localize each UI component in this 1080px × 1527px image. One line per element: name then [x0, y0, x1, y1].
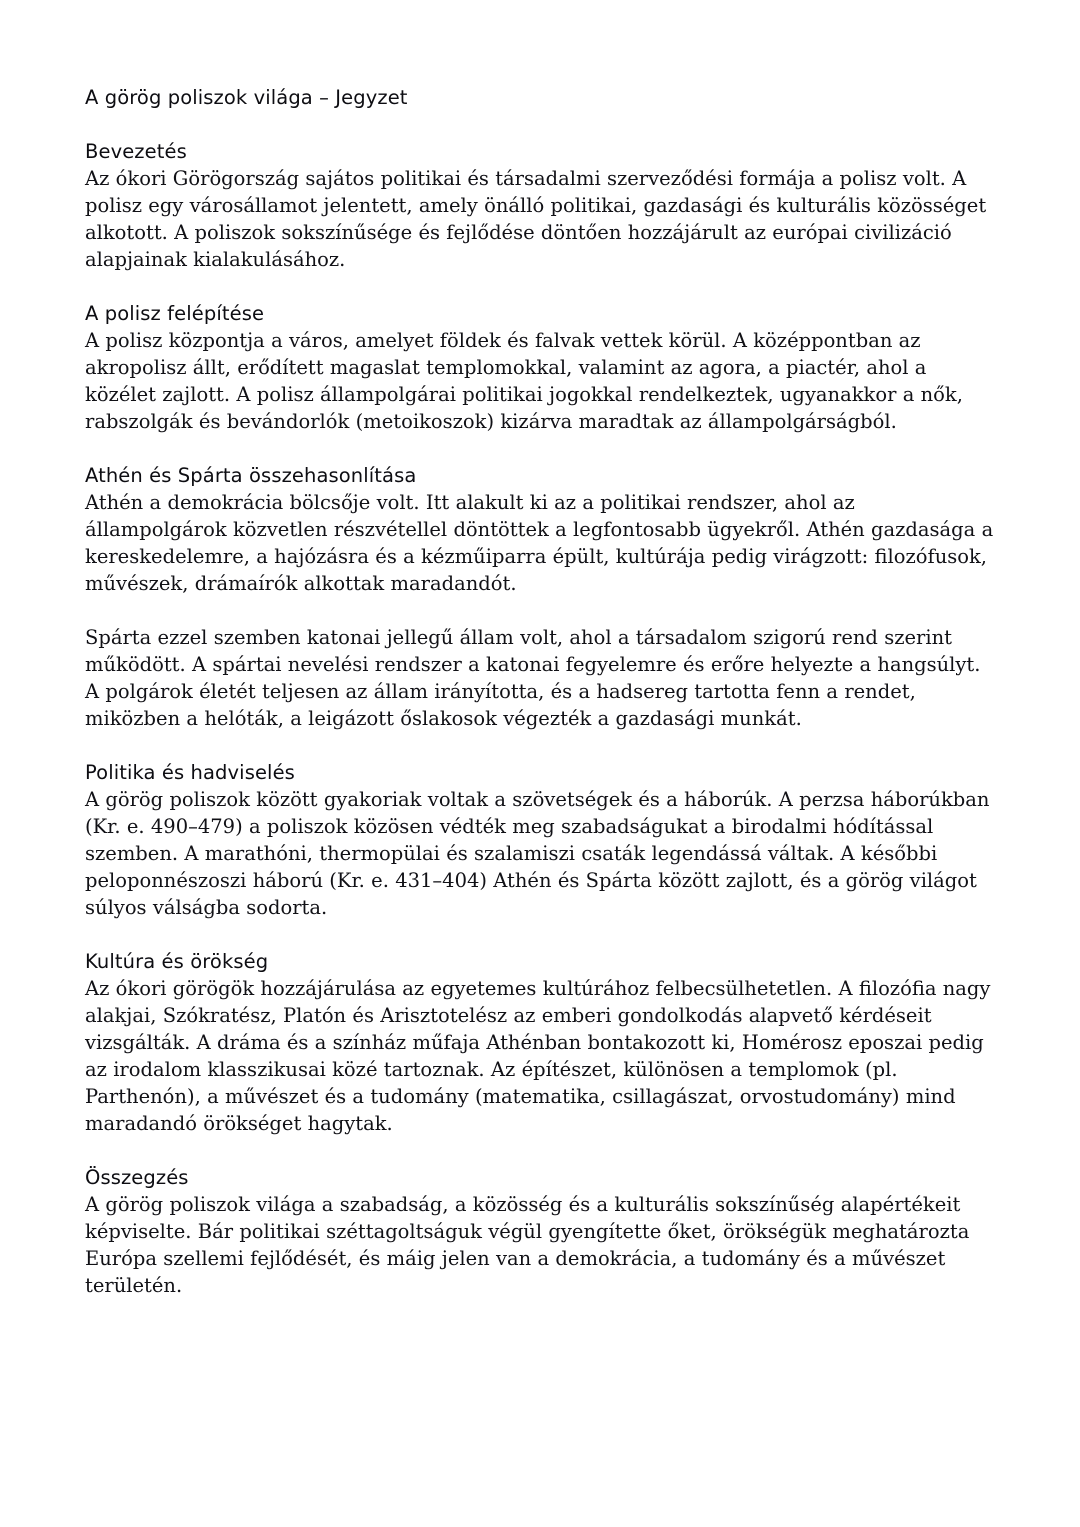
section-heading: Kultúra és örökség	[85, 950, 269, 973]
section-paragraph: Spárta ezzel szemben katonai jellegű állam volt, ahol a társadalom szigorú rend szerint működött. A spártai nevelési rendszer a katonai fegyelemre és erőre helyezte a hangsúlyt. A polgárok életét teljesen az állam irányította, és a hadsereg tartotta fenn a rendet, miközben a helóták, a leigázott őslakosok végezték a gazdasági munkát.	[85, 626, 981, 730]
section-paragraph: A polisz központja a város, amelyet földek és falvak vettek körül. A középpontban az akropolisz állt, erődített magaslat templomokkal, valamint az agora, a piactér, ahol a közélet zajlott. A polisz állampolgárai politikai jogokkal rendelkeztek, ugyanakkor a nők, rabszolgák és bevándorlók (metoikoszok) kizárva maradtak az állampolgárságból.	[85, 329, 963, 433]
section-heading: Összegzés	[85, 1166, 189, 1189]
document-body	[85, 84, 997, 1299]
section-heading: A polisz felépítése	[85, 302, 265, 325]
section-bevezetes	[85, 138, 997, 273]
section-paragraph: Az ókori Görögország sajátos politikai és társadalmi szerveződési formája a polisz volt. A polisz egy városállamot jelentett, amely önálló politikai, gazdasági és kulturális közösséget alkotott. A poliszok sokszínűsége és fejlődése döntően hozzájárult az európai civilizáció alapjainak kialakulásához.	[85, 167, 987, 271]
section-paragraph: Az ókori görögök hozzájárulása az egyetemes kultúrához felbecsülhetetlen. A filozófia nagy alakjai, Szókratész, Platón és Arisztotelész az emberi gondolkodás alapvető kérdéseit vizsgálták. A dráma és a színház műfaja Athénban bontakozott ki, Homérosz eposzai pedig az irodalom klasszikusai közé tartoznak. Az építészet, különösen a templomok (pl. Parthenón), a művészet és a tudomány (matematika, csillagászat, orvostudomány) mind maradandó örökséget hagytak.	[85, 977, 991, 1135]
section-heading: Politika és hadviselés	[85, 761, 295, 784]
section-paragraph: A görög poliszok világa a szabadság, a közösség és a kulturális sokszínűség alapértékeit képviselte. Bár politikai széttagoltságuk végül gyengítette őket, örökségük meghatározta Európa szellemi fejlődését, és máig jelen van a demokrácia, a tudomány és a művészet területén.	[85, 1193, 970, 1297]
section-kultura-es-orokseg	[85, 948, 997, 1137]
section-paragraph: Athén a demokrácia bölcsője volt. Itt alakult ki az a politikai rendszer, ahol az állampolgárok közvetlen részvétellel döntöttek a legfontosabb ügyekről. Athén gazdasága a kereskedelemre, a hajózásra és a kézműiparra épült, kultúrája pedig virágzott: filozófusok, művészek, drámaírók alkottak maradandót.	[85, 491, 994, 595]
section-osszegzes	[85, 1164, 997, 1299]
section-paragraph: A görög poliszok között gyakoriak voltak a szövetségek és a háborúk. A perzsa háborúkban (Kr. e. 490–479) a poliszok közösen védték meg szabadságukat a birodalmi hódítással szemben. A marathóni, thermopülai és szalamiszi csaták legendássá váltak. A későbbi peloponnészoszi háború (Kr. e. 431–404) Athén és Spárta között zajlott, és a görög világot súlyos válságba sodorta.	[85, 788, 990, 919]
page-title: A görög poliszok világa – Jegyzet	[85, 86, 408, 109]
section-a-polisz-felepitese	[85, 300, 997, 435]
section-athen-es-sparta-osszehasonlitasa	[85, 462, 997, 597]
section-sparta-paragraph	[85, 624, 997, 732]
section-heading: Bevezetés	[85, 140, 187, 163]
section-heading: Athén és Spárta összehasonlítása	[85, 464, 417, 487]
section-politika-es-hadvisel	[85, 759, 997, 921]
